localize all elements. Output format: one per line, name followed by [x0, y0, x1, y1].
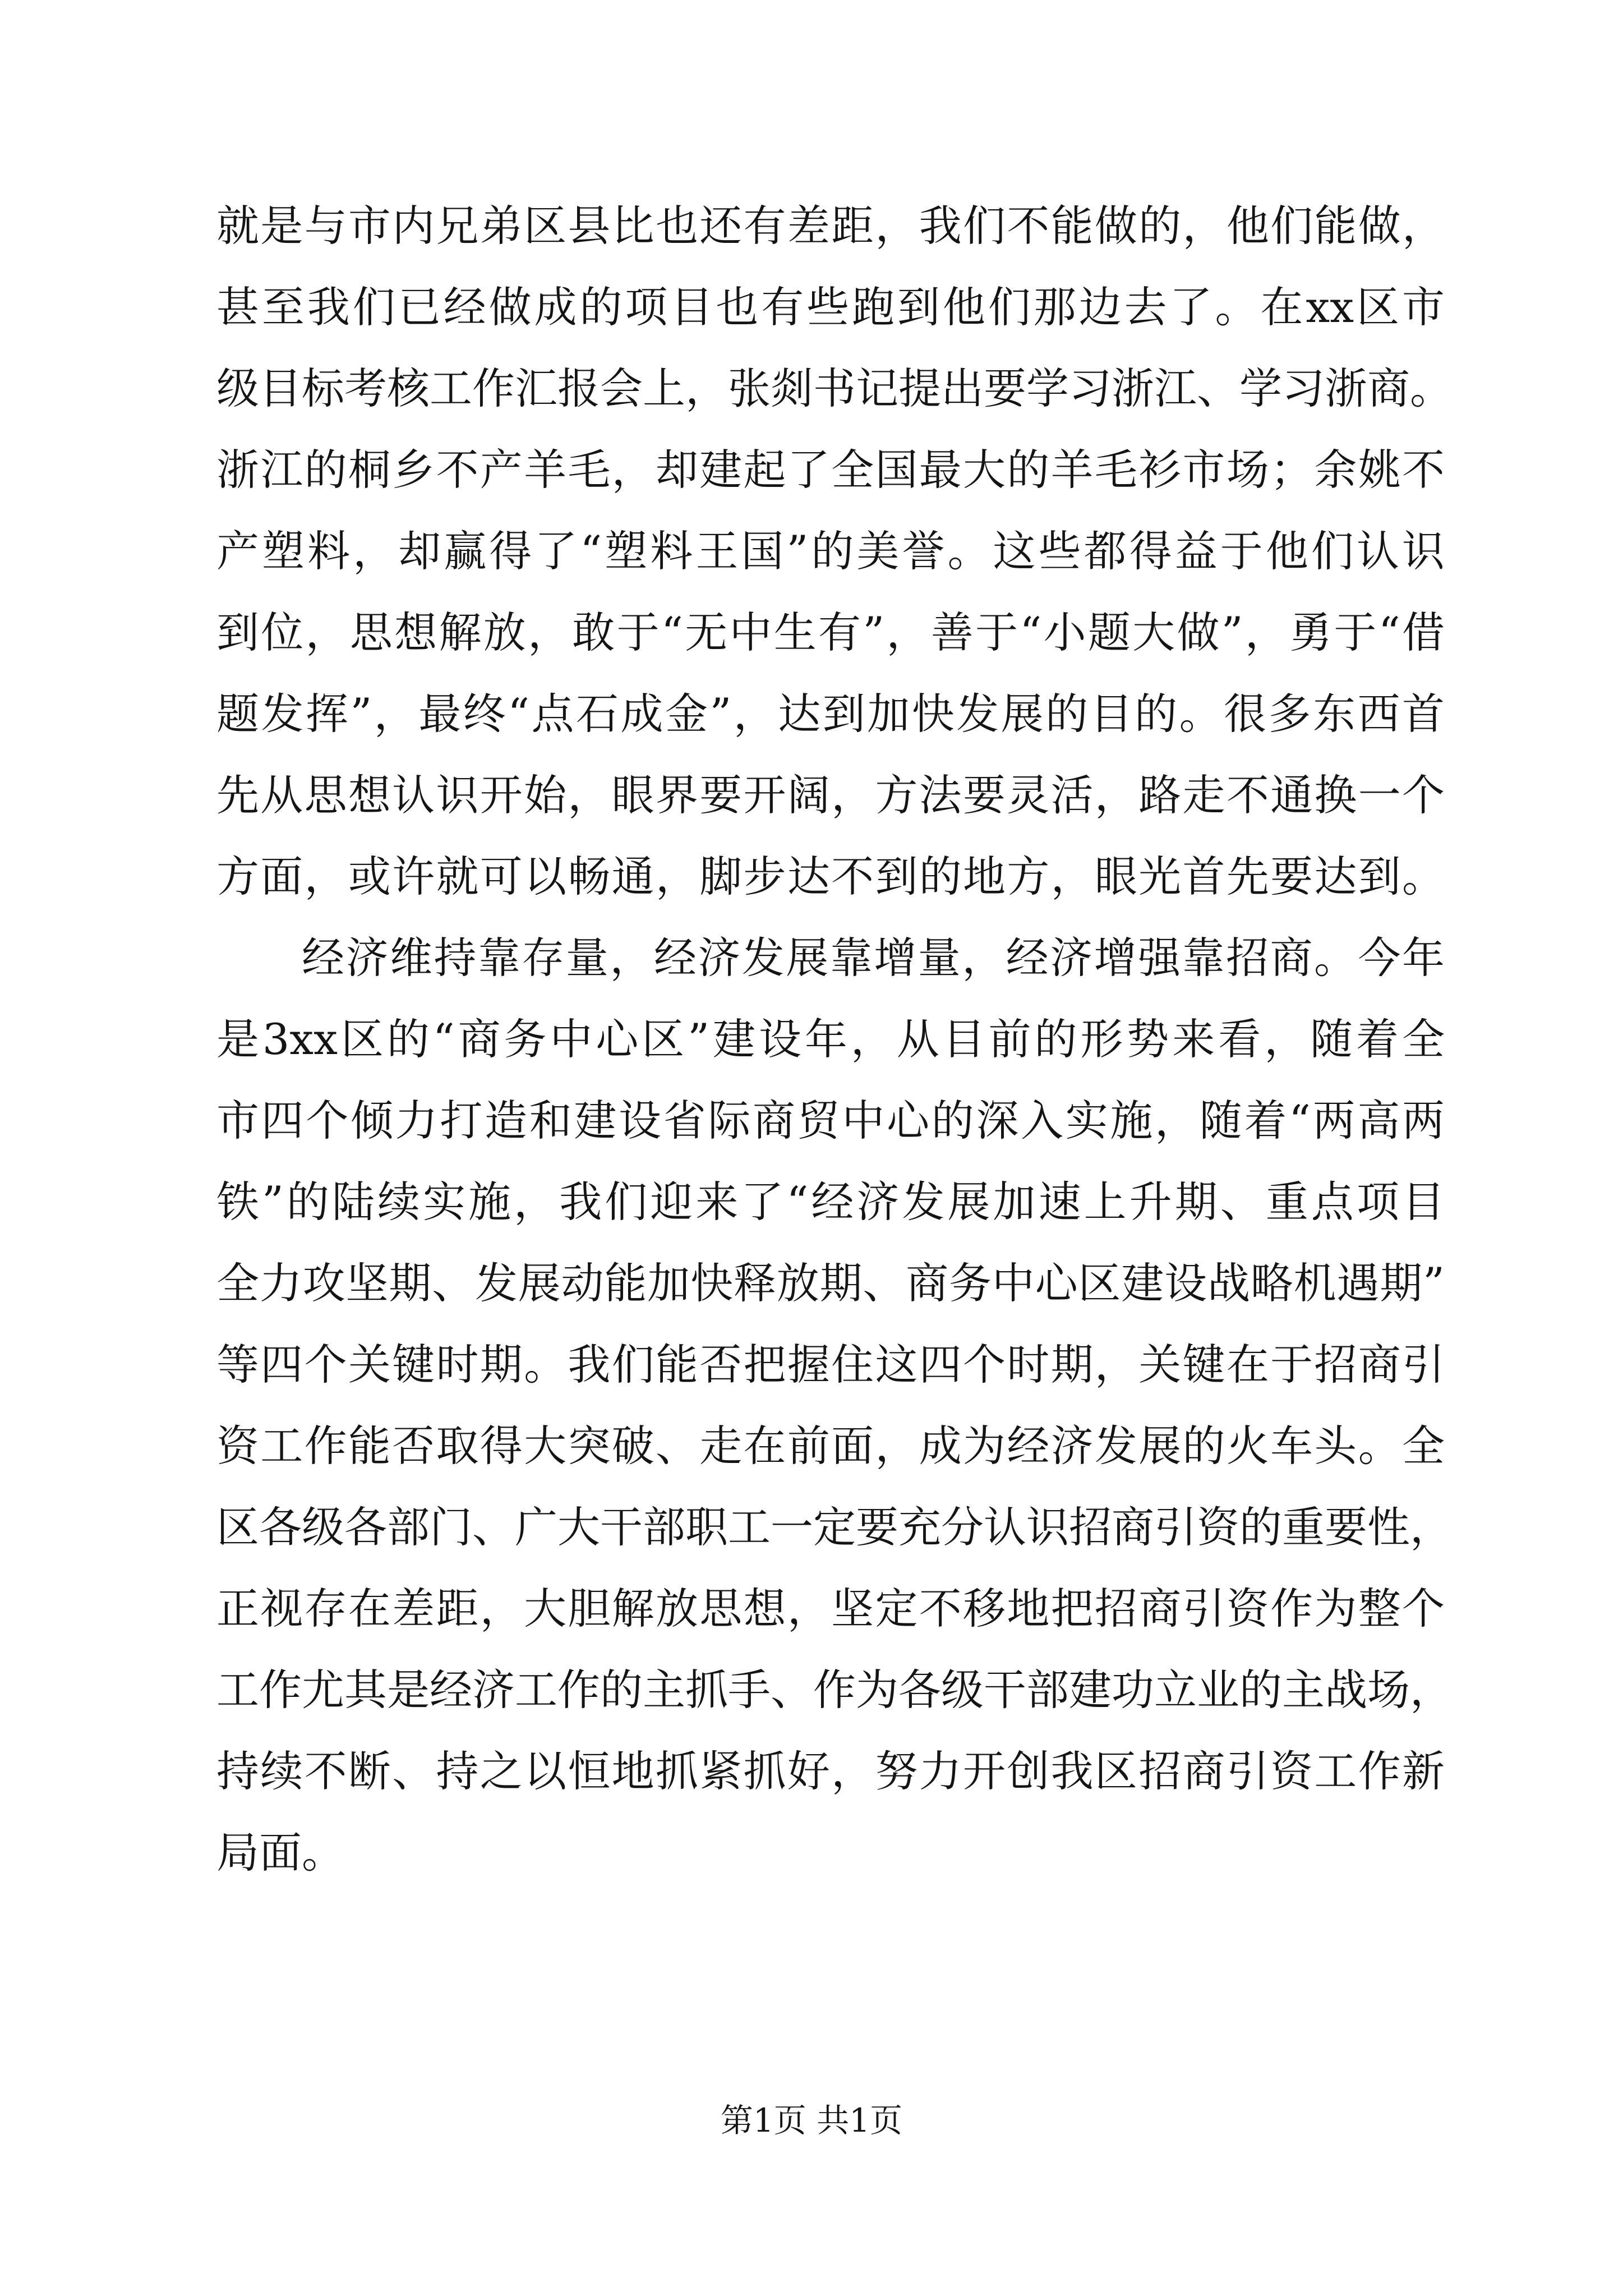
text-line: 全力攻坚期、发展动能加快释放期、商务中心区建设战略机遇期”: [216, 1258, 1445, 1308]
text-line: 持续不断、持之以恒地抓紧抓好，努力开创我区招商引资工作新: [216, 1746, 1445, 1796]
text-line: 区各级各部门、广大干部职工一定要充分认识招商引资的重要性，: [216, 1502, 1453, 1552]
document-body: [216, 185, 1453, 1893]
text-line: 题发挥”，最终“点石成金”，达到加快发展的目的。很多东西首: [216, 689, 1445, 739]
text-line: 方面，或许就可以畅通，脚步达不到的地方，眼光首先要达到。: [216, 852, 1445, 901]
text-line: 市四个倾力打造和建设省际商贸中心的深入实施，随着“两高两: [216, 1096, 1445, 1145]
text-line: 先从思想认识开始，眼界要开阔，方法要灵活，路走不通换一个: [216, 770, 1445, 820]
text-line: 浙江的桐乡不产羊毛，却建起了全国最大的羊毛衫市场；余姚不: [216, 445, 1445, 495]
text-line: 到位，思想解放，敢于“无中生有”，善于“小题大做”，勇于“借: [216, 608, 1445, 657]
text-line-last: 局面。: [216, 1828, 344, 1878]
text-line: 就是与市内兄弟区县比也还有差距，我们不能做的，他们能做，: [216, 201, 1445, 251]
text-line: 产塑料，却赢得了“塑料王国”的美誉。这些都得益于他们认识: [216, 526, 1445, 576]
text-line: 是3xx区的“商务中心区”建设年，从目前的形势来看，随着全: [216, 1014, 1445, 1064]
text-line: 甚至我们已经做成的项目也有些跑到他们那边去了。在xx区市: [216, 282, 1445, 332]
text-line: 正视存在差距，大胆解放思想，坚定不移地把招商引资作为整个: [216, 1584, 1445, 1634]
text-line: 铁”的陆续实施，我们迎来了“经济发展加速上升期、重点项目: [216, 1177, 1445, 1227]
text-line: 等四个关键时期。我们能否把握住这四个时期，关键在于招商引: [216, 1340, 1445, 1389]
text-line: 资工作能否取得大突破、走在前面，成为经济发展的火车头。全: [216, 1421, 1445, 1471]
text-line-indented: 经济维持靠存量，经济发展靠增量，经济增强靠招商。今年: [302, 933, 1445, 983]
text-line: 级目标考核工作汇报会上，张剡书记提出要学习浙江、学习浙商。: [216, 364, 1453, 413]
page-number-footer: 第1页 共1页: [720, 2101, 903, 2139]
text-line: 工作尤其是经济工作的主抓手、作为各级干部建功立业的主战场，: [216, 1665, 1453, 1715]
